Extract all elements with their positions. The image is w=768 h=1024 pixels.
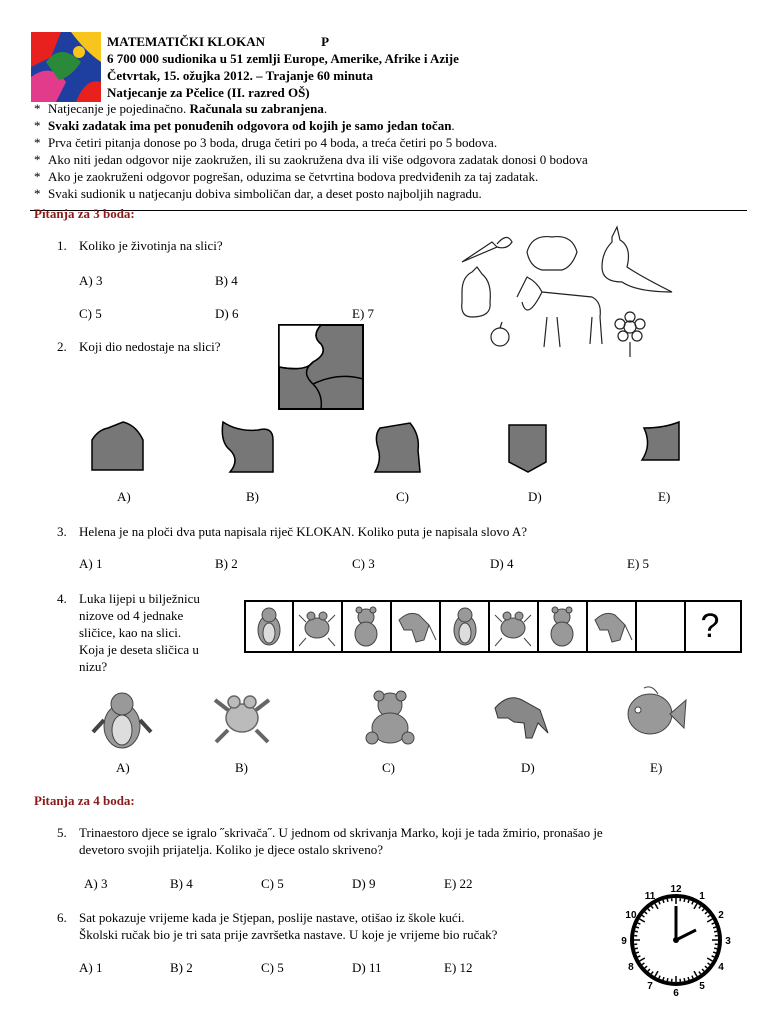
q2-label-d[interactable]: D) xyxy=(528,489,542,504)
carrot-icon xyxy=(462,242,497,262)
q1-number: 1. xyxy=(57,238,67,253)
clock-tick xyxy=(667,978,668,981)
q2-piece-a[interactable] xyxy=(88,420,148,475)
clock-number: 12 xyxy=(670,884,682,895)
header-divider xyxy=(30,210,747,211)
q3-answer-c[interactable]: C) 3 xyxy=(352,556,375,571)
header-date: Četvrtak, 15. ožujka 2012. – Trajanje 60 minuta xyxy=(107,68,374,83)
clock-number: 1 xyxy=(699,890,705,902)
q4-line: Luka lijepi u bilježnicu xyxy=(79,591,200,606)
rule-item: * Prva četiri pitanja donose po 3 boda, druga četiri po 4 boda, a treća četiri po 5 bodova. xyxy=(34,135,498,150)
rule-item: * Ako niti jedan odgovor nije zaokružen, ili su zaokružena dva ili više odgovora zadatak donosi 0 bodova xyxy=(34,152,588,167)
animals-picture xyxy=(452,222,688,360)
q5-answer-e[interactable]: E) 22 xyxy=(444,876,473,891)
clock-tick xyxy=(663,900,664,903)
q4-line: nizu? xyxy=(79,659,108,674)
clock-tick xyxy=(636,952,639,953)
q3-answer-d[interactable]: D) 4 xyxy=(490,556,514,571)
q6-answer-a[interactable]: A) 1 xyxy=(79,960,103,975)
puzzle-square xyxy=(278,324,364,410)
teddy-bear-icon xyxy=(551,607,573,646)
q2-text: Koji dio nedostaje na slici? xyxy=(79,339,221,354)
clock-number: 4 xyxy=(718,962,724,973)
q3-answer-e[interactable]: E) 5 xyxy=(627,556,650,571)
q5-line: devetoro svojih prijatelja. Koliko je djece ostalo skriveno? xyxy=(79,842,383,857)
kangaroo-logo xyxy=(31,32,101,102)
clock-number: 11 xyxy=(644,890,656,902)
category-letter: P xyxy=(321,34,330,49)
rule-item: * Svaki zadatak ima pet ponuđenih odgovora od kojih je samo jedan točan. xyxy=(34,118,455,133)
section-4-points: Pitanja za 4 boda: xyxy=(34,793,135,808)
q2-piece-b[interactable] xyxy=(218,420,278,475)
q3-text: Helena je na ploči dva puta napisala riječ KLOKAN. Koliko puta je napisala slovo A? xyxy=(79,524,528,539)
apple-icon xyxy=(491,328,509,346)
q1-answer-a[interactable]: A) 3 xyxy=(79,273,103,288)
q5-answer-d[interactable]: D) 9 xyxy=(352,876,376,891)
q4-option-dinosaur[interactable] xyxy=(490,688,555,746)
q4-option-penguin[interactable] xyxy=(90,690,155,750)
kangaroo-icon xyxy=(602,227,672,292)
q6-answer-c[interactable]: C) 5 xyxy=(261,960,284,975)
clock-tick xyxy=(635,931,638,932)
clock-tick xyxy=(688,900,689,903)
q4-label-d[interactable]: D) xyxy=(521,760,535,775)
q2-label-e[interactable]: E) xyxy=(658,489,671,504)
rule-item: * Natjecanje je pojedinačno. Računala su zabranjena. xyxy=(34,101,328,116)
q2-piece-e[interactable] xyxy=(634,420,684,465)
clock-tick xyxy=(667,899,668,902)
teddy-bear-icon xyxy=(355,607,377,646)
q2-label-c[interactable]: C) xyxy=(396,489,409,504)
q4-label-c[interactable]: C) xyxy=(382,760,395,775)
clock-face xyxy=(620,884,732,999)
q6-number: 6. xyxy=(57,910,67,925)
clock-number: 9 xyxy=(621,936,627,947)
q2-label-a[interactable]: A) xyxy=(117,489,131,504)
rule-item: * Svaki sudionik u natjecanju dobiva simboličan dar, a deset posto najboljih nagradu. xyxy=(34,186,482,201)
contest-title xyxy=(107,34,329,50)
q6-answer-e[interactable]: E) 12 xyxy=(444,960,473,975)
q5-number: 5. xyxy=(57,825,67,840)
q1-answer-b[interactable]: B) 4 xyxy=(215,273,238,288)
clock-number: 8 xyxy=(628,962,634,973)
q2-label-b[interactable]: B) xyxy=(246,489,259,504)
q4-option-teddy-bear[interactable] xyxy=(358,690,423,745)
clock-tick xyxy=(663,977,664,980)
q2-number: 2. xyxy=(57,339,67,354)
q5-line: Trinaestoro djece se igralo ˝skrivača˝. U jednom od skrivanja Marko, koji je tada žmirio, pronašao je xyxy=(79,825,603,840)
q5-answer-a[interactable]: A) 3 xyxy=(84,876,108,891)
rule-item: * Ako je zaokruženi odgovor pogrešan, oduzima se četvrtina bodova predviđenih za taj zadatak. xyxy=(34,169,539,184)
clock-tick xyxy=(714,948,717,949)
q4-option-frog[interactable] xyxy=(210,690,275,745)
sticker-sequence xyxy=(244,600,742,653)
q4-label-b[interactable]: B) xyxy=(235,760,248,775)
q3-answer-b[interactable]: B) 2 xyxy=(215,556,238,571)
q4-line: Koja je deseta sličica u xyxy=(79,642,199,657)
clock-number: 3 xyxy=(725,936,731,947)
clock-tick xyxy=(713,952,716,953)
clock-number: 10 xyxy=(625,910,637,921)
sequence-question-mark: ? xyxy=(700,607,720,645)
q1-answer-d[interactable]: D) 6 xyxy=(215,306,239,321)
dog-icon xyxy=(527,237,577,270)
clock-number: 5 xyxy=(699,981,705,993)
clock-number: 7 xyxy=(647,981,653,993)
q2-piece-d[interactable] xyxy=(506,420,551,475)
q4-line: sličice, kao na slici. xyxy=(79,625,182,640)
title-text: MATEMATIČKI KLOKAN xyxy=(107,34,266,49)
horse-icon xyxy=(517,277,602,347)
q1-text: Koliko je životinja na slici? xyxy=(79,238,223,253)
q1-answer-c[interactable]: C) 5 xyxy=(79,306,102,321)
header-level: Natjecanje za Pčelice (II. razred OŠ) xyxy=(107,85,310,100)
clock-tick xyxy=(684,978,685,981)
q2-piece-c[interactable] xyxy=(370,420,425,475)
clock-tick xyxy=(636,927,639,928)
cat-icon xyxy=(462,267,491,317)
clock-number: 6 xyxy=(673,988,679,999)
q4-line: nizove od 4 jednake xyxy=(79,608,184,623)
q6-answer-d[interactable]: D) 11 xyxy=(352,960,382,975)
q1-answer-e[interactable]: E) 7 xyxy=(352,306,375,321)
clock-tick xyxy=(635,948,638,949)
clock-number: 2 xyxy=(718,910,724,921)
q4-option-fish[interactable] xyxy=(624,684,689,744)
q5-answer-b[interactable]: B) 4 xyxy=(170,876,193,891)
q4-number: 4. xyxy=(57,591,67,606)
clock-tick xyxy=(714,931,717,932)
q3-answer-a[interactable]: A) 1 xyxy=(79,556,103,571)
clock-tick xyxy=(684,899,685,902)
q5-answer-c[interactable]: C) 5 xyxy=(261,876,284,891)
q4-label-a[interactable]: A) xyxy=(116,760,130,775)
header-participants: 6 700 000 sudionika u 51 zemlji Europe, Amerike, Afrike i Azije xyxy=(107,51,459,66)
q6-line: Sat pokazuje vrijeme kada je Stjepan, poslije nastave, otišao iz škole kući. xyxy=(79,910,465,925)
q3-number: 3. xyxy=(57,524,67,539)
section-3-points: Pitanja za 3 boda: xyxy=(34,206,135,221)
clock-tick xyxy=(713,927,716,928)
q6-line: Školski ručak bio je tri sata prije završetka nastave. U koje je vrijeme bio ručak? xyxy=(79,927,498,942)
q6-answer-b[interactable]: B) 2 xyxy=(170,960,193,975)
q4-label-e[interactable]: E) xyxy=(650,760,663,775)
clock-tick xyxy=(688,977,689,980)
